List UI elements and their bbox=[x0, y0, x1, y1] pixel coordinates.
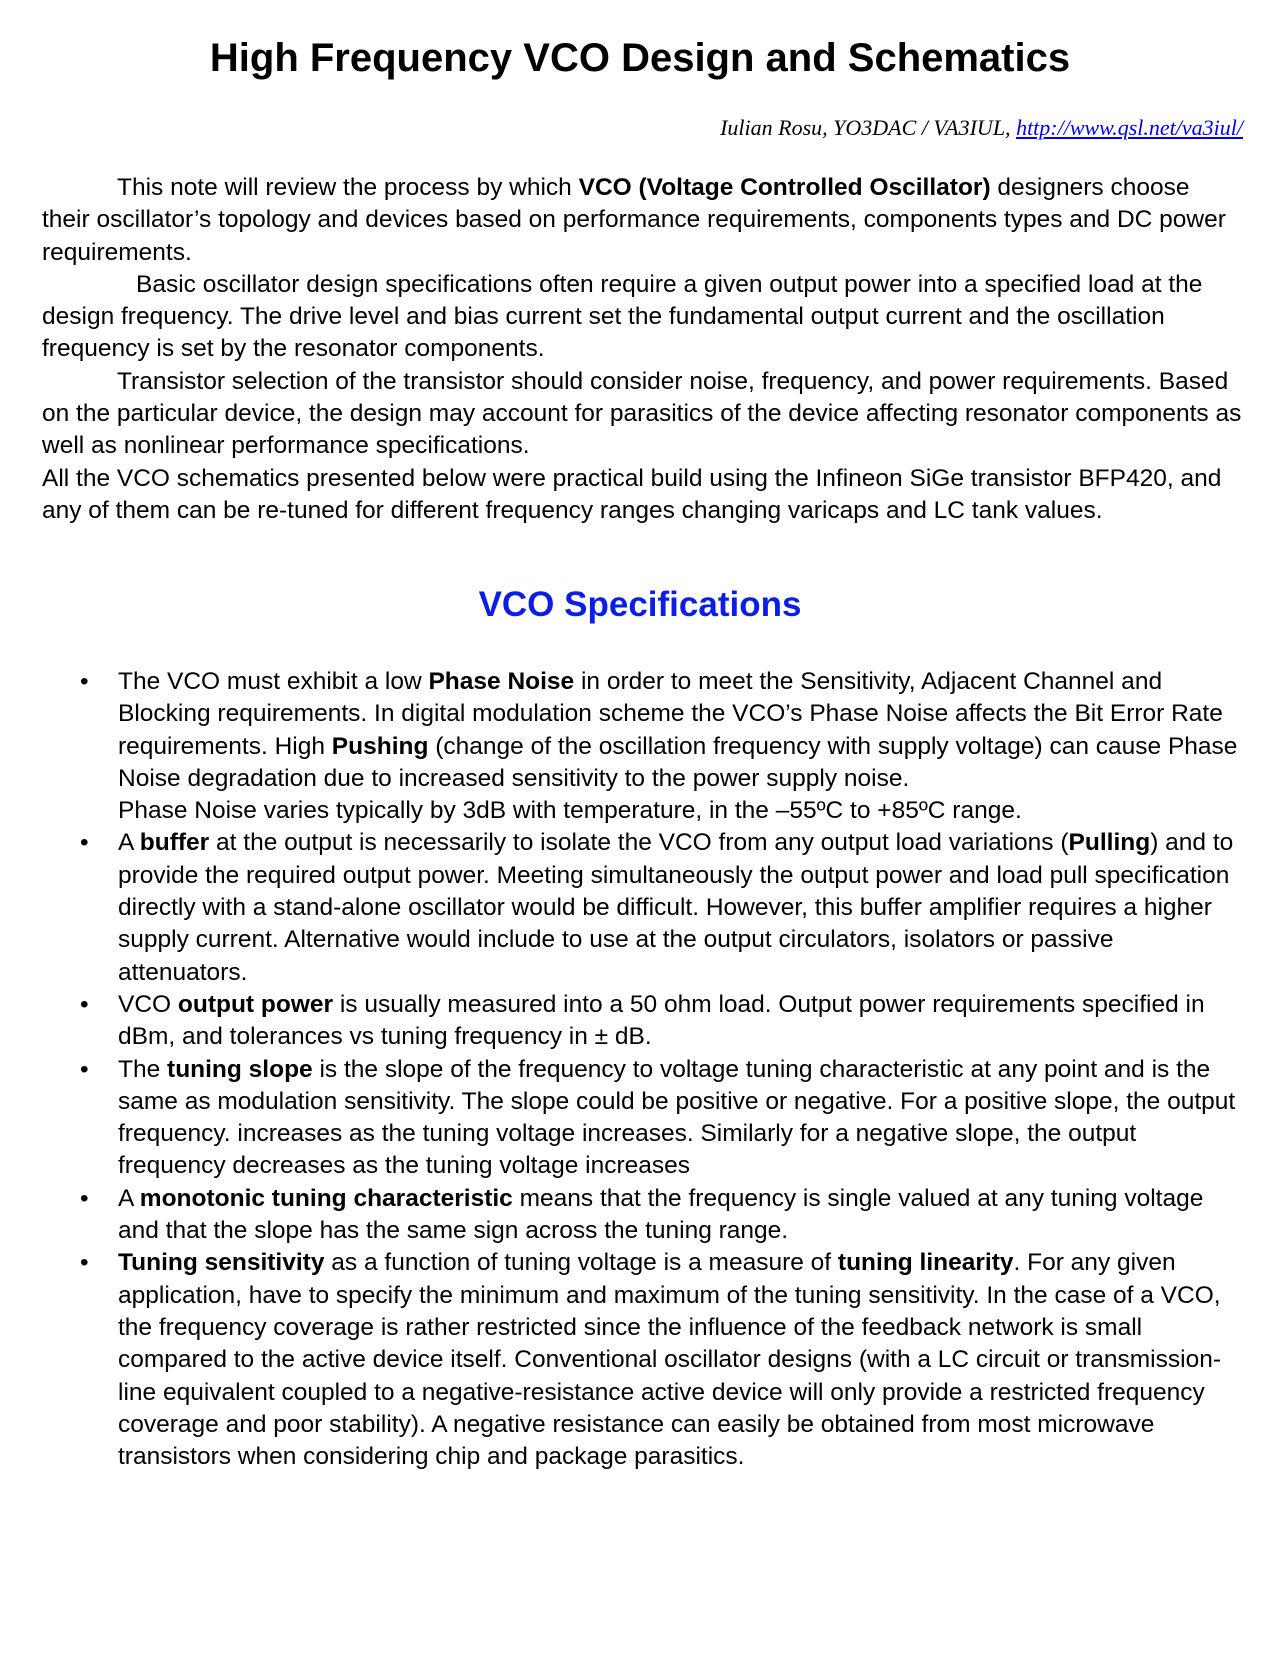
author-website-link[interactable]: http://www.qsl.net/va3iul/ bbox=[1016, 115, 1243, 140]
page-title: High Frequency VCO Design and Schematics bbox=[209, 36, 1071, 80]
spec-item-phase-noise: • The VCO must exhibit a low Phase Noise in order to meet the Sensitivity, Adjacent Channel and Blocking requirements. In digital modulation scheme the VCO’s Phase Noise affects the Bit Error Rate requirements. High Pushing (change of the oscillation frequency with supply voltage) can cause Phase Noise degradation due to increased sensitivity to the power supply noise. Phase Noise varies typically by 3dB with temperature, in the –55ºC to +85ºC range. bbox=[118, 666, 1242, 827]
bullet-icon: • bbox=[80, 668, 89, 695]
spec-item-tuning-sensitivity: • Tuning sensitivity as a function of tuning voltage is a measure of tuning linearity. For any given application, have to specify the minimum and maximum of the tuning sensitivity. In the case of a VCO, the frequency coverage is rather restricted since the influence of the feedback network is small compared to the active device itself. Conventional oscillator designs (with a LC circuit or transmission-line equivalent coupled to a negative-resistance active device will only provide a restricted frequency coverage and poor stability). A negative resistance can easily be obtained from most microwave transistors when considering chip and package parasitics. bbox=[80, 1249, 1221, 1471]
intro-paragraph-4: All the VCO schematics presented below were practical build using the Infineon SiGe transistor BFP420, and any of them can be re-tuned for different frequency ranges changing varicaps and LC tank values. bbox=[42, 464, 1222, 524]
bullet-icon: • bbox=[80, 990, 89, 1018]
spec-list bbox=[80, 666, 1242, 1473]
bullet-icon: • bbox=[80, 1249, 89, 1277]
bullet-icon: • bbox=[80, 1055, 89, 1083]
vco-term: VCO (Voltage Controlled Oscillator) bbox=[578, 174, 991, 201]
spec-item-output-power: • VCO output power is usually measured into a 50 ohm load. Output power requirements specified in dBm, and tolerances vs tuning frequency in ± dB. bbox=[80, 990, 1205, 1051]
section-heading: VCO Specifications bbox=[478, 585, 802, 624]
intro-paragraph-3: Transistor selection of the transistor should consider noise, frequency, and power requirements. Based on the particular device, the design may account for parasitics of the device affecting resonator components as well as nonlinear performance specifications. bbox=[42, 367, 1242, 460]
spec-item-buffer: • A buffer at the output is necessarily to isolate the VCO from any output load variations (Pulling) and to provide the required output power. Meeting simultaneously the output power and load pull specification directly with a stand-alone oscillator would be difficult. However, this buffer amplifier requires a higher supply current. Alternative would include to use at the output circulators, isolators or passive attenuators. bbox=[80, 829, 1234, 986]
intro-paragraph-2: Basic oscillator design specifications often require a given output power into a specified load at the design frequency. The drive level and bias current set the fundamental output current and the oscillation frequency is set by the resonator components. bbox=[42, 270, 1203, 363]
author-name: Iulian Rosu, YO3DAC / VA3IUL, bbox=[720, 115, 1017, 140]
spec-item-note: Phase Noise varies typically by 3dB with temperature, in the –55ºC to +85ºC range. bbox=[118, 797, 1022, 825]
spec-item-tuning-slope: • The tuning slope is the slope of the frequency to voltage tuning characteristic at any point and is the same as modulation sensitivity. The slope could be positive or negative. For a positive slope, the output frequency. increases as the tuning voltage increases. Similarly for a negative slope, the output frequency decreases as the tuning voltage increases bbox=[80, 1055, 1236, 1180]
intro-paragraph-1: This note will review the process by which VCO (Voltage Controlled Oscillator) designers choose their oscillator’s topology and devices based on performance requirements, components types and DC power requirements. bbox=[42, 174, 1226, 266]
spec-item-monotonic: • A monotonic tuning characteristic means that the frequency is single valued at any tuning voltage and that the slope has the same sign across the tuning range. bbox=[80, 1184, 1204, 1245]
intro-section bbox=[42, 172, 1242, 527]
author-byline bbox=[720, 114, 1243, 142]
bullet-icon: • bbox=[80, 829, 89, 857]
bullet-icon: • bbox=[80, 1184, 89, 1212]
